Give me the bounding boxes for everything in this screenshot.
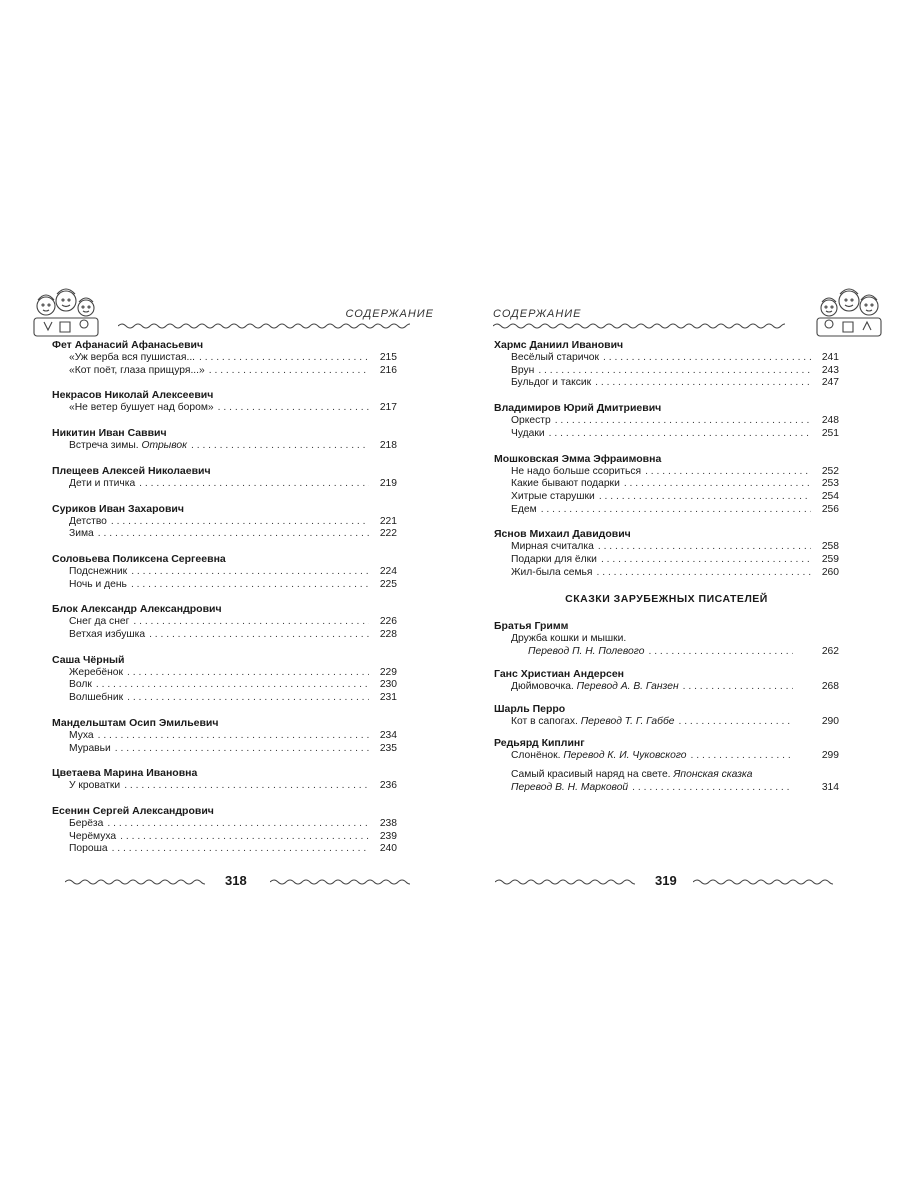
toc-entry[interactable]: Жил-была семья . . . 260 bbox=[494, 567, 839, 580]
toc-entry[interactable]: Снег да снег . . . 226 bbox=[52, 616, 397, 629]
page-number: 318 bbox=[225, 873, 247, 888]
toc-entry[interactable]: Слонёнок. Перевод К. И. Чуковского . . . 299 bbox=[494, 750, 839, 763]
author-name: Никитин Иван Саввич bbox=[52, 427, 167, 440]
toc-entry[interactable]: «Не ветер бушует над бором» . . . 217 bbox=[52, 402, 397, 415]
author-block bbox=[494, 401, 839, 440]
author-name: Мандельштам Осип Эмильевич bbox=[52, 716, 219, 729]
toc-entry[interactable]: У кроватки . . . 236 bbox=[52, 780, 397, 793]
toc-entry[interactable]: Пороша . . . 240 bbox=[52, 843, 397, 856]
toc-entry[interactable]: Весёлый старичок . . . 241 bbox=[494, 352, 839, 365]
wavy-divider bbox=[65, 878, 205, 886]
author-block bbox=[52, 804, 397, 856]
toc-entry[interactable]: Муравьи . . . 235 bbox=[52, 743, 397, 756]
toc-entry[interactable]: Не надо больше ссориться . . . 252 bbox=[494, 466, 839, 479]
toc-entry[interactable]: Едем . . . 256 bbox=[494, 504, 839, 517]
toc-entry[interactable]: Ночь и день . . . 225 bbox=[52, 579, 397, 592]
toc-entry[interactable]: Зима . . . 222 bbox=[52, 528, 397, 541]
author-name: Плещеев Алексей Николаевич bbox=[52, 464, 211, 477]
author-name: Яснов Михаил Давидович bbox=[494, 528, 631, 541]
author-block bbox=[52, 602, 397, 641]
author-name: Некрасов Николай Алексеевич bbox=[52, 389, 214, 402]
author-name: Владимиров Юрий Дмитриевич bbox=[494, 402, 662, 415]
toc-entry[interactable]: Мирная считалка . . . 258 bbox=[494, 541, 839, 554]
wavy-divider bbox=[270, 878, 410, 886]
toc-entry[interactable]: Черёмуха . . . 239 bbox=[52, 831, 397, 844]
author-block bbox=[52, 766, 397, 793]
author-name: Ганс Христиан Андерсен bbox=[494, 667, 625, 680]
running-head: СОДЕРЖАНИЕ bbox=[345, 308, 434, 320]
toc-column-right bbox=[494, 338, 839, 794]
author-block bbox=[494, 667, 839, 694]
author-block bbox=[52, 338, 397, 377]
wavy-divider bbox=[693, 878, 833, 886]
toc-entry[interactable]: Подснежник . . . 224 bbox=[52, 566, 397, 579]
author-block bbox=[494, 527, 839, 579]
wavy-divider bbox=[495, 878, 635, 886]
author-block bbox=[52, 426, 397, 453]
toc-entry[interactable]: Дети и птичка . . . 219 bbox=[52, 478, 397, 491]
author-block bbox=[52, 552, 397, 591]
toc-entry[interactable]: «Уж верба вся пушистая... . . . 215 bbox=[52, 352, 397, 365]
author-name: Соловьева Поликсена Сергеевна bbox=[52, 552, 226, 565]
page-number: 319 bbox=[655, 873, 677, 888]
toc-entry[interactable]: Встреча зимы. Отрывок . . . 218 bbox=[52, 440, 397, 453]
section-title: СКАЗКИ ЗАРУБЕЖНЫХ ПИСАТЕЛЕЙ bbox=[565, 593, 768, 606]
toc-entry[interactable]: Врун . . . 243 bbox=[494, 365, 839, 378]
author-name: Блок Александр Александрович bbox=[52, 603, 222, 616]
author-block bbox=[52, 464, 397, 491]
toc-entry-line[interactable]: Самый красивый наряд на свете. Японская сказка bbox=[511, 768, 753, 780]
toc-entry[interactable]: Хитрые старушки . . . 254 bbox=[494, 491, 839, 504]
toc-entry[interactable]: Жеребёнок . . . 229 bbox=[52, 667, 397, 680]
author-block bbox=[494, 452, 839, 517]
toc-entry[interactable]: Волк . . . 230 bbox=[52, 679, 397, 692]
children-illustration-icon bbox=[813, 286, 885, 340]
toc-entry[interactable]: Берёза . . . 238 bbox=[52, 818, 397, 831]
running-head: СОДЕРЖАНИЕ bbox=[493, 308, 582, 320]
author-block bbox=[494, 619, 839, 658]
wavy-divider bbox=[493, 322, 785, 330]
author-block bbox=[494, 736, 839, 794]
author-name: Редьярд Киплинг bbox=[494, 737, 585, 750]
author-block bbox=[52, 388, 397, 415]
toc-entry[interactable]: Подарки для ёлки . . . 259 bbox=[494, 554, 839, 567]
author-name: Фет Афанасий Афанасьевич bbox=[52, 339, 204, 351]
author-block bbox=[494, 338, 839, 390]
wavy-divider bbox=[118, 322, 410, 330]
toc-entry-line[interactable]: Дружба кошки и мышки. bbox=[511, 633, 627, 645]
toc-entry[interactable]: Оркестр . . . 248 bbox=[494, 415, 839, 428]
author-name: Цветаева Марина Ивановна bbox=[52, 767, 198, 780]
toc-entry[interactable]: Волшебник . . . 231 bbox=[52, 692, 397, 705]
author-name: Шарль Перро bbox=[494, 702, 566, 715]
author-block bbox=[494, 702, 839, 729]
right-page bbox=[465, 280, 885, 900]
author-block bbox=[52, 502, 397, 541]
author-block bbox=[52, 653, 397, 705]
author-name: Братья Гримм bbox=[494, 620, 569, 633]
toc-entry[interactable]: Кот в сапогах. Перевод Т. Г. Габбе . . . 290 bbox=[494, 716, 839, 729]
toc-entry[interactable]: Муха . . . 234 bbox=[52, 730, 397, 743]
toc-entry[interactable]: Перевод П. Н. Полевого . . . 262 bbox=[494, 646, 839, 659]
toc-entry[interactable]: Дюймовочка. Перевод А. В. Ганзен . . . 268 bbox=[494, 681, 839, 694]
author-name: Саша Чёрный bbox=[52, 653, 125, 666]
author-block bbox=[52, 716, 397, 755]
toc-entry[interactable]: Детство . . . 221 bbox=[52, 516, 397, 529]
author-name: Хармс Даниил Иванович bbox=[494, 339, 624, 351]
toc-entry[interactable]: Ветхая избушка . . . 228 bbox=[52, 629, 397, 642]
children-illustration-icon bbox=[30, 286, 102, 340]
author-name: Суриков Иван Захарович bbox=[52, 502, 184, 515]
toc-column-left bbox=[52, 338, 397, 856]
toc-entry[interactable]: Какие бывают подарки . . . 253 bbox=[494, 478, 839, 491]
author-name: Есенин Сергей Александрович bbox=[52, 804, 214, 817]
toc-entry[interactable]: «Кот поёт, глаза прищуря...» . . . 216 bbox=[52, 365, 397, 378]
left-page bbox=[30, 280, 450, 900]
toc-entry[interactable]: Перевод В. Н. Марковой . . . 314 bbox=[494, 782, 839, 795]
toc-entry[interactable]: Чудаки . . . 251 bbox=[494, 428, 839, 441]
author-name: Мошковская Эмма Эфраимовна bbox=[494, 452, 662, 465]
toc-entry[interactable]: Бульдог и таксик . . . 247 bbox=[494, 377, 839, 390]
